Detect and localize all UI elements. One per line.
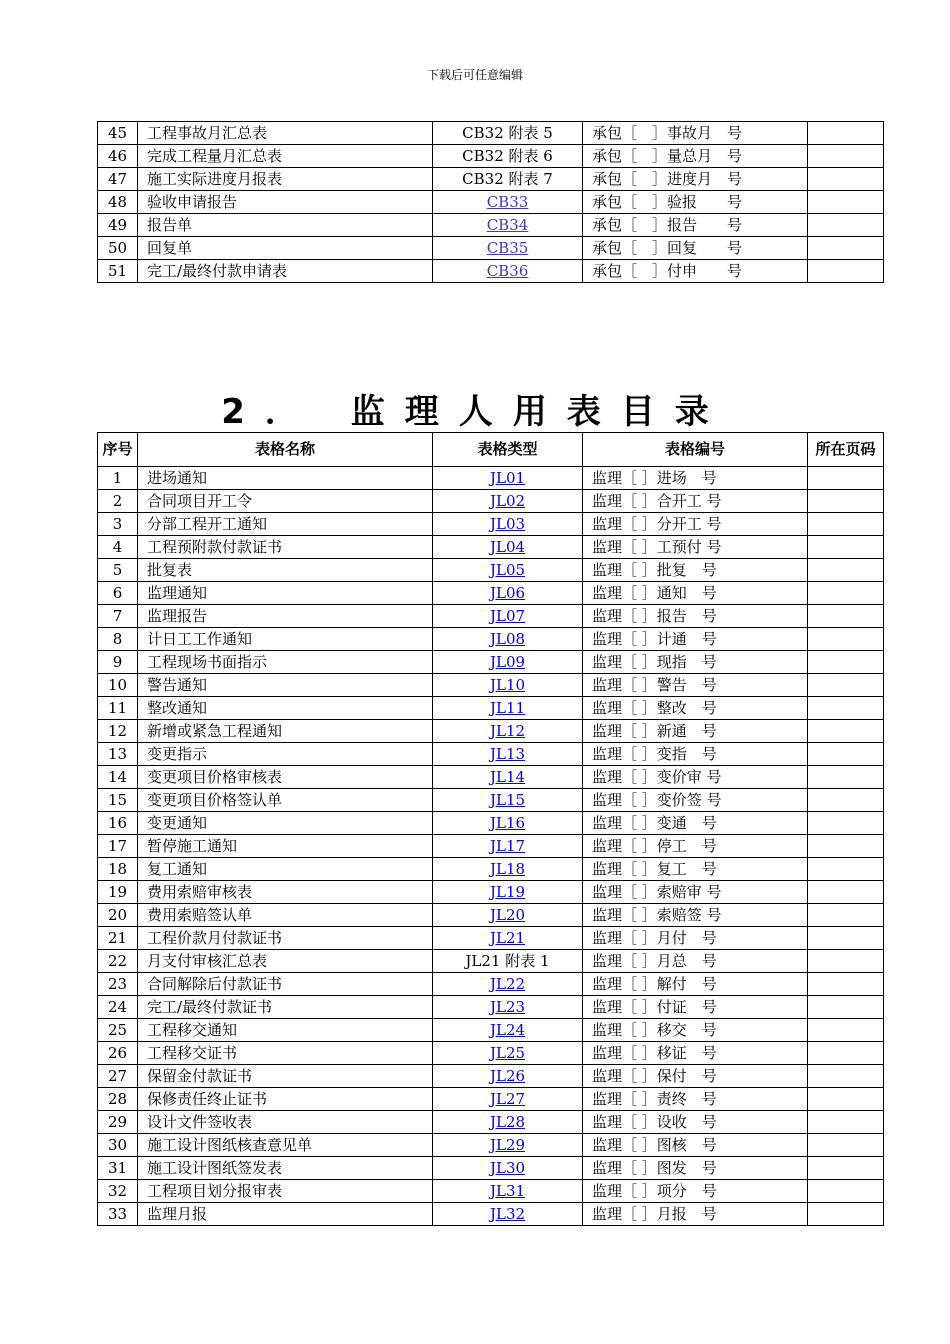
table-row — [98, 651, 884, 674]
table-row — [98, 628, 884, 651]
form-name: 工程价款月付款证书 — [138, 927, 433, 950]
page-number-cell — [808, 766, 884, 789]
form-code: 承包［ ］量总月 号 — [583, 145, 808, 168]
page-number-cell — [808, 145, 884, 168]
table-row — [98, 536, 884, 559]
form-type-cell — [433, 467, 583, 490]
form-name: 暂停施工通知 — [138, 835, 433, 858]
row-number: 2 — [98, 490, 138, 513]
header-code: 表格编号 — [583, 433, 808, 467]
form-name: 新增或紧急工程通知 — [138, 720, 433, 743]
row-number: 17 — [98, 835, 138, 858]
form-name: 计日工工作通知 — [138, 628, 433, 651]
row-number: 10 — [98, 674, 138, 697]
page-number-cell — [808, 996, 884, 1019]
table-row — [98, 559, 884, 582]
page-number-cell — [808, 214, 884, 237]
table-row — [98, 720, 884, 743]
form-type-cell — [433, 789, 583, 812]
form-code: 承包［ ］回复 号 — [583, 237, 808, 260]
form-name: 监理通知 — [138, 582, 433, 605]
form-type-link[interactable]: JL23 — [489, 998, 526, 1016]
page-number-cell — [808, 260, 884, 283]
page-number-cell — [808, 973, 884, 996]
page-number-cell — [808, 789, 884, 812]
form-type-cell — [433, 651, 583, 674]
table-row — [98, 950, 884, 973]
row-number: 24 — [98, 996, 138, 1019]
form-name: 工程项目划分报审表 — [138, 1180, 433, 1203]
form-code: 监理［ ］设收 号 — [583, 1111, 808, 1134]
row-number: 4 — [98, 536, 138, 559]
form-type-cell — [433, 812, 583, 835]
form-type-cell — [433, 881, 583, 904]
table-row — [98, 122, 884, 145]
row-number: 21 — [98, 927, 138, 950]
page-number-cell — [808, 1042, 884, 1065]
form-type-cell — [433, 191, 583, 214]
page-number-cell — [808, 1134, 884, 1157]
row-number: 45 — [98, 122, 138, 145]
form-name: 警告通知 — [138, 674, 433, 697]
form-type-cell — [433, 1203, 583, 1226]
form-code: 监理［ ］警告 号 — [583, 674, 808, 697]
form-name: 月支付审核汇总表 — [138, 950, 433, 973]
row-number: 28 — [98, 1088, 138, 1111]
page-number-cell — [808, 1180, 884, 1203]
form-type-link[interactable]: JL03 — [489, 515, 526, 533]
page-number-cell — [808, 720, 884, 743]
row-number: 20 — [98, 904, 138, 927]
row-number: 30 — [98, 1134, 138, 1157]
form-name: 复工通知 — [138, 858, 433, 881]
form-name: 工程现场书面指示 — [138, 651, 433, 674]
page-number-cell — [808, 858, 884, 881]
row-number: 26 — [98, 1042, 138, 1065]
table-row — [98, 1157, 884, 1180]
row-number: 25 — [98, 1019, 138, 1042]
row-number: 50 — [98, 237, 138, 260]
form-type-link[interactable]: JL26 — [489, 1067, 526, 1085]
page-number-cell — [808, 191, 884, 214]
table-row — [98, 513, 884, 536]
form-code: 监理［ ］报告 号 — [583, 605, 808, 628]
form-code: 监理［ ］月付 号 — [583, 927, 808, 950]
form-code: 监理［ ］现指 号 — [583, 651, 808, 674]
form-type: CB32 附表 7 — [433, 168, 583, 191]
page-header: 下载后可任意编辑 — [426, 68, 523, 82]
table-row — [98, 605, 884, 628]
form-code: 监理［ ］移证 号 — [583, 1042, 808, 1065]
form-name: 合同项目开工令 — [138, 490, 433, 513]
form-type-link[interactable]: JL18 — [489, 860, 526, 878]
form-type-cell — [433, 582, 583, 605]
table-row — [98, 1042, 884, 1065]
form-type: CB32 附表 5 — [433, 122, 583, 145]
header-type: 表格类型 — [433, 433, 583, 467]
form-type-link[interactable]: JL01 — [489, 469, 526, 487]
table-row — [98, 996, 884, 1019]
table-row — [98, 145, 884, 168]
section-title: 2． 监理人用表目录 — [221, 392, 729, 432]
header-num: 序号 — [98, 433, 138, 467]
form-name: 变更通知 — [138, 812, 433, 835]
form-name: 完工/最终付款申请表 — [138, 260, 433, 283]
table-row — [98, 582, 884, 605]
form-type-cell — [433, 513, 583, 536]
form-code: 监理［ ］移交 号 — [583, 1019, 808, 1042]
page-number-cell — [808, 605, 884, 628]
form-code: 监理［ ］索赔签 号 — [583, 904, 808, 927]
table-row — [98, 858, 884, 881]
table-row — [98, 1088, 884, 1111]
page-number-cell — [808, 582, 884, 605]
row-number: 51 — [98, 260, 138, 283]
form-name: 监理报告 — [138, 605, 433, 628]
form-type-link[interactable]: JL21 — [489, 929, 526, 947]
form-type-link[interactable]: JL14 — [489, 768, 526, 786]
form-type-link[interactable]: JL22 — [489, 975, 526, 993]
page-number-cell — [808, 1065, 884, 1088]
form-code: 监理［ ］变价审 号 — [583, 766, 808, 789]
form-type-cell — [433, 1157, 583, 1180]
form-type-link[interactable]: JL32 — [489, 1205, 526, 1223]
form-type-link[interactable]: JL15 — [489, 791, 526, 809]
table-row — [98, 881, 884, 904]
page-number-cell — [808, 674, 884, 697]
form-code: 承包［ ］验报 号 — [583, 191, 808, 214]
form-type-cell — [433, 904, 583, 927]
page-number-cell — [808, 697, 884, 720]
header-page: 所在页码 — [808, 433, 884, 467]
form-name: 监理月报 — [138, 1203, 433, 1226]
form-type-link[interactable]: JL19 — [489, 883, 526, 901]
page-number-cell — [808, 1157, 884, 1180]
table-row — [98, 789, 884, 812]
form-type-link[interactable]: JL13 — [489, 745, 526, 763]
row-number: 47 — [98, 168, 138, 191]
form-type-cell — [433, 605, 583, 628]
row-number: 29 — [98, 1111, 138, 1134]
page-number-cell — [808, 904, 884, 927]
row-number: 22 — [98, 950, 138, 973]
form-type-cell — [433, 1134, 583, 1157]
form-name: 报告单 — [138, 214, 433, 237]
form-type-link[interactable]: JL12 — [489, 722, 526, 740]
table-row — [98, 168, 884, 191]
row-number: 5 — [98, 559, 138, 582]
form-type-link[interactable]: JL08 — [489, 630, 526, 648]
form-code: 监理［ ］保付 号 — [583, 1065, 808, 1088]
page-number-cell — [808, 1203, 884, 1226]
form-type-cell — [433, 1088, 583, 1111]
row-number: 33 — [98, 1203, 138, 1226]
form-name: 工程移交通知 — [138, 1019, 433, 1042]
form-code: 监理［ ］合开工 号 — [583, 490, 808, 513]
table-row — [98, 766, 884, 789]
form-type: JL21 附表 1 — [433, 950, 583, 973]
page-number-cell — [808, 812, 884, 835]
form-code: 监理［ ］新通 号 — [583, 720, 808, 743]
form-name: 分部工程开工通知 — [138, 513, 433, 536]
form-name: 费用索赔审核表 — [138, 881, 433, 904]
page-number-cell — [808, 1019, 884, 1042]
form-type-cell — [433, 559, 583, 582]
form-code: 承包［ ］事故月 号 — [583, 122, 808, 145]
form-type-link[interactable]: JL31 — [489, 1182, 526, 1200]
header-name: 表格名称 — [138, 433, 433, 467]
form-code: 监理［ ］责终 号 — [583, 1088, 808, 1111]
row-number: 6 — [98, 582, 138, 605]
form-type-link[interactable]: CB35 — [486, 239, 529, 257]
form-code: 监理［ ］付证 号 — [583, 996, 808, 1019]
row-number: 49 — [98, 214, 138, 237]
form-type-link[interactable]: JL20 — [489, 906, 526, 924]
form-type-link[interactable]: JL02 — [489, 492, 526, 510]
form-name: 保修责任终止证书 — [138, 1088, 433, 1111]
form-code: 监理［ ］通知 号 — [583, 582, 808, 605]
page-number-cell — [808, 1088, 884, 1111]
table-row — [98, 1180, 884, 1203]
row-number: 14 — [98, 766, 138, 789]
page-number-cell — [808, 743, 884, 766]
form-type-link[interactable]: JL17 — [489, 837, 526, 855]
form-name: 保留金付款证书 — [138, 1065, 433, 1088]
table-row — [98, 1203, 884, 1226]
form-type-link[interactable]: JL27 — [489, 1090, 526, 1108]
table-row — [98, 674, 884, 697]
page-number-cell — [808, 950, 884, 973]
page-number-cell — [808, 536, 884, 559]
table-row — [98, 835, 884, 858]
form-type-link[interactable]: JL28 — [489, 1113, 526, 1131]
form-type-link[interactable]: JL24 — [489, 1021, 526, 1039]
form-type-link[interactable]: CB33 — [486, 193, 529, 211]
form-code: 监理［ ］图发 号 — [583, 1157, 808, 1180]
form-code: 监理［ ］图核 号 — [583, 1134, 808, 1157]
page-number-cell — [808, 651, 884, 674]
row-number: 3 — [98, 513, 138, 536]
table-row — [98, 1019, 884, 1042]
page-number-cell — [808, 237, 884, 260]
page-number-cell — [808, 490, 884, 513]
row-number: 9 — [98, 651, 138, 674]
supervisor-forms-table — [97, 432, 884, 1226]
form-type-link[interactable]: CB34 — [486, 216, 529, 234]
form-name: 施工设计图纸核查意见单 — [138, 1134, 433, 1157]
form-type-link[interactable]: CB36 — [486, 262, 529, 280]
form-name: 变更指示 — [138, 743, 433, 766]
form-type-link[interactable]: JL25 — [489, 1044, 526, 1062]
row-number: 13 — [98, 743, 138, 766]
form-code: 监理［ ］变指 号 — [583, 743, 808, 766]
page-number-cell — [808, 559, 884, 582]
table-row — [98, 191, 884, 214]
page-number-cell — [808, 1111, 884, 1134]
form-name: 设计文件签收表 — [138, 1111, 433, 1134]
row-number: 32 — [98, 1180, 138, 1203]
table-row — [98, 904, 884, 927]
form-code: 监理［ ］解付 号 — [583, 973, 808, 996]
row-number: 19 — [98, 881, 138, 904]
table-row — [98, 1111, 884, 1134]
form-type-cell — [433, 674, 583, 697]
contractor-forms-table — [97, 121, 884, 283]
table-row — [98, 927, 884, 950]
form-type-link[interactable]: JL29 — [489, 1136, 526, 1154]
form-name: 工程事故月汇总表 — [138, 122, 433, 145]
row-number: 11 — [98, 697, 138, 720]
form-type-link[interactable]: JL05 — [489, 561, 526, 579]
page-number-cell — [808, 628, 884, 651]
row-number: 27 — [98, 1065, 138, 1088]
table-row — [98, 812, 884, 835]
table-row — [98, 697, 884, 720]
row-number: 16 — [98, 812, 138, 835]
table-row — [98, 214, 884, 237]
table-header-row — [98, 433, 884, 467]
form-type-link[interactable]: JL10 — [489, 676, 526, 694]
form-code: 监理［ ］整改 号 — [583, 697, 808, 720]
form-code: 承包［ ］付申 号 — [583, 260, 808, 283]
form-type-cell — [433, 1180, 583, 1203]
page-number-cell — [808, 122, 884, 145]
table-row — [98, 973, 884, 996]
form-type-link[interactable]: JL09 — [489, 653, 526, 671]
form-code: 监理［ ］复工 号 — [583, 858, 808, 881]
form-name: 回复单 — [138, 237, 433, 260]
table-row — [98, 1065, 884, 1088]
form-type-cell — [433, 766, 583, 789]
form-name: 验收申请报告 — [138, 191, 433, 214]
form-name: 工程预附款付款证书 — [138, 536, 433, 559]
form-type-cell — [433, 260, 583, 283]
form-type-cell — [433, 720, 583, 743]
form-name: 费用索赔签认单 — [138, 904, 433, 927]
form-type-cell — [433, 835, 583, 858]
table-row — [98, 743, 884, 766]
page-number-cell — [808, 168, 884, 191]
form-code: 监理［ ］计通 号 — [583, 628, 808, 651]
form-name: 变更项目价格签认单 — [138, 789, 433, 812]
form-type-cell — [433, 1111, 583, 1134]
form-code: 监理［ ］停工 号 — [583, 835, 808, 858]
form-type-cell — [433, 927, 583, 950]
form-type-cell — [433, 214, 583, 237]
row-number: 48 — [98, 191, 138, 214]
form-type-cell — [433, 858, 583, 881]
form-name: 进场通知 — [138, 467, 433, 490]
form-type-link[interactable]: JL06 — [489, 584, 526, 602]
form-type-cell — [433, 996, 583, 1019]
form-name: 合同解除后付款证书 — [138, 973, 433, 996]
form-name: 完工/最终付款证书 — [138, 996, 433, 1019]
form-type-cell — [433, 628, 583, 651]
form-code: 承包［ ］进度月 号 — [583, 168, 808, 191]
row-number: 31 — [98, 1157, 138, 1180]
page-number-cell — [808, 881, 884, 904]
row-number: 8 — [98, 628, 138, 651]
form-type-cell — [433, 536, 583, 559]
form-code: 监理［ ］月报 号 — [583, 1203, 808, 1226]
table-row — [98, 1134, 884, 1157]
page-number-cell — [808, 927, 884, 950]
form-name: 批复表 — [138, 559, 433, 582]
form-type-cell — [433, 743, 583, 766]
form-type-cell — [433, 1019, 583, 1042]
page-number-cell — [808, 835, 884, 858]
form-code: 监理［ ］进场 号 — [583, 467, 808, 490]
form-code: 承包［ ］报告 号 — [583, 214, 808, 237]
form-code: 监理［ ］月总 号 — [583, 950, 808, 973]
form-type-link[interactable]: JL16 — [489, 814, 526, 832]
form-type-cell — [433, 237, 583, 260]
form-type-link[interactable]: JL07 — [489, 607, 526, 625]
row-number: 1 — [98, 467, 138, 490]
form-type-cell — [433, 697, 583, 720]
form-type-cell — [433, 1065, 583, 1088]
row-number: 12 — [98, 720, 138, 743]
form-code: 监理［ ］批复 号 — [583, 559, 808, 582]
table-row — [98, 237, 884, 260]
row-number: 7 — [98, 605, 138, 628]
row-number: 46 — [98, 145, 138, 168]
table-row — [98, 490, 884, 513]
form-code: 监理［ ］索赔审 号 — [583, 881, 808, 904]
form-code: 监理［ ］工预付 号 — [583, 536, 808, 559]
table-row — [98, 467, 884, 490]
form-type-link[interactable]: JL11 — [489, 699, 526, 717]
form-type-cell — [433, 490, 583, 513]
form-name: 工程移交证书 — [138, 1042, 433, 1065]
form-name: 施工设计图纸签发表 — [138, 1157, 433, 1180]
form-type-link[interactable]: JL04 — [489, 538, 526, 556]
form-type-link[interactable]: JL30 — [489, 1159, 526, 1177]
form-code: 监理［ ］项分 号 — [583, 1180, 808, 1203]
table-row — [98, 260, 884, 283]
page-number-cell — [808, 467, 884, 490]
form-code: 监理［ ］变通 号 — [583, 812, 808, 835]
form-type: CB32 附表 6 — [433, 145, 583, 168]
form-name: 变更项目价格审核表 — [138, 766, 433, 789]
form-name: 完成工程量月汇总表 — [138, 145, 433, 168]
page-number-cell — [808, 513, 884, 536]
form-name: 整改通知 — [138, 697, 433, 720]
form-code: 监理［ ］变价签 号 — [583, 789, 808, 812]
form-code: 监理［ ］分开工 号 — [583, 513, 808, 536]
row-number: 23 — [98, 973, 138, 996]
row-number: 18 — [98, 858, 138, 881]
form-type-cell — [433, 1042, 583, 1065]
row-number: 15 — [98, 789, 138, 812]
form-type-cell — [433, 973, 583, 996]
form-name: 施工实际进度月报表 — [138, 168, 433, 191]
